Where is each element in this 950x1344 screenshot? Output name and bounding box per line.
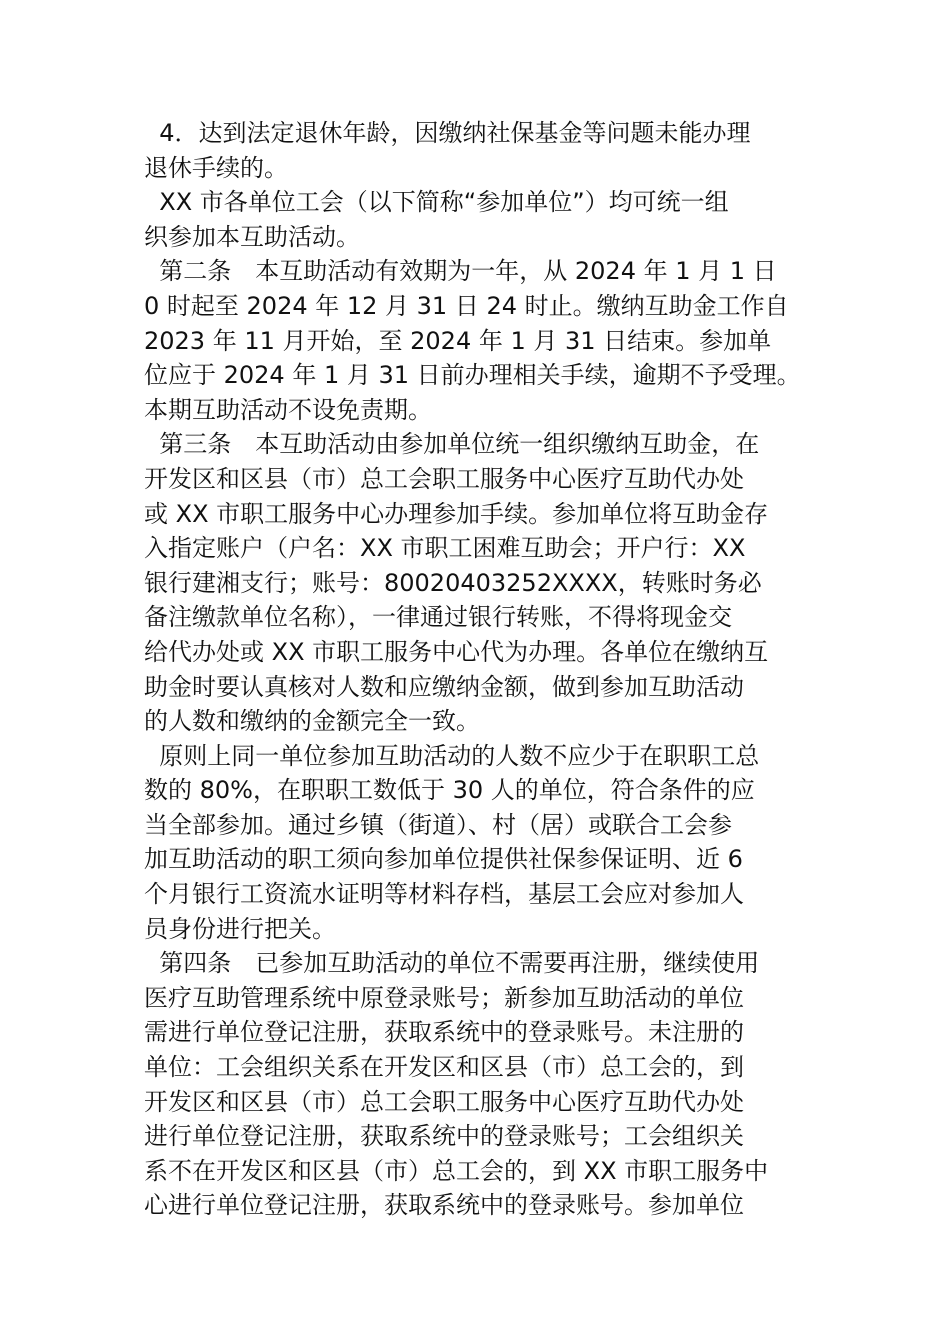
text-line: 或 XX 市职工服务中心办理参加手续。参加单位将互助金存 xyxy=(144,499,769,528)
text-line: 系不在开发区和区县（市）总工会的，到 XX 市职工服务中 xyxy=(144,1156,769,1185)
text-line: 当全部参加。通过乡镇（街道）、村（居）或联合工会参 xyxy=(144,810,732,839)
text-line: 银行建湘支行；账号：80020403252XXXX，转账时务必 xyxy=(144,568,762,597)
text-line: 开发区和区县（市）总工会职工服务中心医疗互助代办处 xyxy=(144,464,744,493)
text-line: 医疗互助管理系统中原登录账号；新参加互助活动的单位 xyxy=(144,983,744,1012)
text-line: 加互助活动的职工须向参加单位提供社保参保证明、近 6 xyxy=(144,845,743,874)
document-body xyxy=(144,116,820,1223)
text-line: 员身份进行把关。 xyxy=(144,914,336,943)
text-line: 个月银行工资流水证明等材料存档，基层工会应对参加人 xyxy=(144,880,744,909)
text-line: 4．达到法定退休年龄，因缴纳社保基金等问题未能办理 xyxy=(144,119,751,147)
text-line: 织参加本互助活动。 xyxy=(144,222,360,251)
text-line: 第三条 本互助活动由参加单位统一组织缴纳互助金，在 xyxy=(144,430,760,459)
text-line: 心进行单位登记注册，获取系统中的登录账号。参加单位 xyxy=(144,1191,744,1220)
text-line: 第二条 本互助活动有效期为一年，从 2024 年 1 月 1 日 xyxy=(144,257,777,286)
text-line: 开发区和区县（市）总工会职工服务中心医疗互助代办处 xyxy=(144,1087,744,1116)
text-line: 第四条 已参加互助活动的单位不需要再注册，继续使用 xyxy=(144,949,760,978)
text-line: 0 时起至 2024 年 12 月 31 日 24 时止。缴纳互助金工作自 xyxy=(144,291,789,320)
text-line: 给代办处或 XX 市职工服务中心代为办理。各单位在缴纳互 xyxy=(144,637,769,666)
text-line: 助金时要认真核对人数和应缴纳金额，做到参加互助活动 xyxy=(144,672,744,701)
text-line: 退休手续的。 xyxy=(144,153,288,182)
text-line: 入指定账户（户名：XX 市职工困难互助会；开户行：XX xyxy=(144,534,746,563)
text-line: 本期互助活动不设免责期。 xyxy=(144,395,432,424)
text-line: 数的 80%，在职职工数低于 30 人的单位，符合条件的应 xyxy=(144,776,755,805)
text-line: 进行单位登记注册，获取系统中的登录账号；工会组织关 xyxy=(144,1122,744,1151)
text-line: 备注缴款单位名称），一律通过银行转账，不得将现金交 xyxy=(144,603,732,632)
text-line: 单位：工会组织关系在开发区和区县（市）总工会的，到 xyxy=(144,1053,744,1082)
text-line: 2023 年 11 月开始，至 2024 年 1 月 31 日结束。参加单 xyxy=(144,326,772,355)
text-line: XX 市各单位工会（以下简称“参加单位”）均可统一组 xyxy=(144,188,729,217)
text-line: 原则上同一单位参加互助活动的人数不应少于在职职工总 xyxy=(144,741,760,770)
text-line: 位应于 2024 年 1 月 31 日前办理相关手续，逾期不予受理。 xyxy=(144,361,801,390)
text-line: 的人数和缴纳的金额完全一致。 xyxy=(144,707,480,736)
text-line: 需进行单位登记注册，获取系统中的登录账号。未注册的 xyxy=(144,1018,744,1047)
